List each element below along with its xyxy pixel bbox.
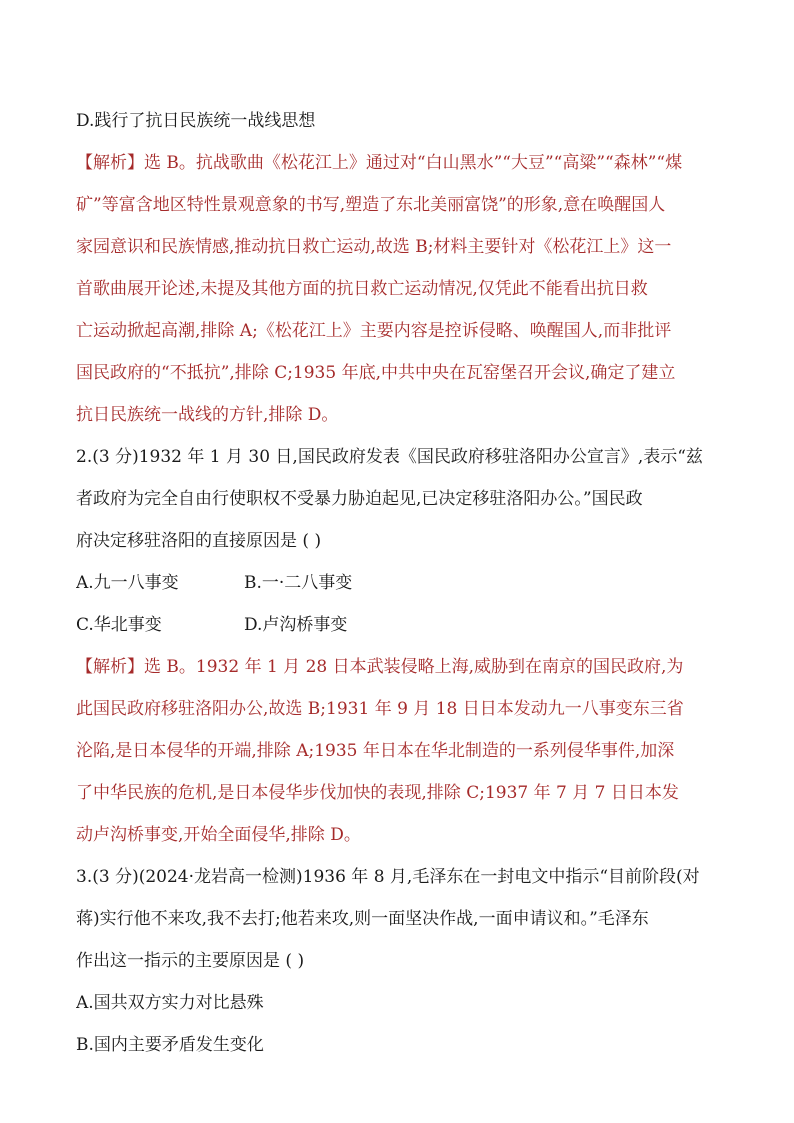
q2-option-a[interactable]: A.九一八事变 [76,573,179,593]
q2-analysis-line: 沦陷,是日本侵华的开端,排除 A;1935 年日本在华北制造的一系列侵华事件,加深 [76,741,675,761]
q2-options-row [76,562,718,604]
q3-option-b[interactable]: B.国内主要矛盾发生变化 [76,1035,264,1055]
q2-analysis-line: 【解析】选 B。1932 年 1 月 28 日本武装侵略上海,威胁到在南京的国民政府,为 [76,657,684,677]
q1-analysis-line: 家园意识和民族情感,推动抗日救亡运动,故选 B;材料主要针对《松花江上》这一 [76,237,672,257]
analysis-label: 【解析】 [76,153,144,173]
q2-analysis-line: 了中华民族的危机,是日本侵华步伐加快的表现,排除 C;1937 年 7 月 7 日日本发 [76,783,679,803]
q2-stem-line: 者政府为完全自由行使职权不受暴力胁迫起见,已决定移驻洛阳办公。”国民政 [76,489,643,509]
q2-analysis-line: 动卢沟桥事变,开始全面侵华,排除 D。 [76,825,361,845]
analysis-label: 【解析】 [76,657,144,677]
q1-analysis-line: 矿”等富含地区特性景观意象的书写,塑造了东北美丽富饶”的形象,意在唤醒国人 [76,195,666,215]
q1-analysis-line: 首歌曲展开论述,未提及其他方面的抗日救亡运动情况,仅凭此不能看出抗日救 [76,279,648,299]
q1-analysis-line: 【解析】选 B。抗战歌曲《松花江上》通过对“白山黑水”“大豆”“高粱”“森林”“煤 [76,153,683,173]
q2-option-c[interactable]: C.华北事变 [76,615,162,635]
q1-analysis-line: 抗日民族统一战线的方针,排除 D。 [76,405,339,425]
q1-analysis-line: 国民政府的“不抵抗”,排除 C;1935 年底,中共中央在瓦窑堡召开会议,确定了建立 [76,363,676,383]
q2-options-row [76,604,718,646]
q2-stem-line: 府决定移驻洛阳的直接原因是 ( ) [76,531,322,551]
q3-option-a[interactable]: A.国共双方实力对比悬殊 [76,993,264,1013]
q2-analysis-line: 此国民政府移驻洛阳办公,故选 B;1931 年 9 月 18 日日本发动九一八事变东三省 [76,699,684,719]
q2-option-b[interactable]: B.一·二八事变 [244,573,353,593]
q1-analysis-line: 亡运动掀起高潮,排除 A;《松花江上》主要内容是控诉侵略、唤醒国人,而非批评 [76,321,672,341]
q3-stem-line: 3.(3 分)(2024·龙岩高一检测)1936 年 8 月,毛泽东在一封电文中指示“目前阶段(对 [76,867,700,887]
q2-stem-line: 2.(3 分)1932 年 1 月 30 日,国民政府发表《国民政府移驻洛阳办公宣言》,表示“兹 [76,447,703,467]
q3-stem-line: 作出这一指示的主要原因是 ( ) [76,951,305,971]
q1-option-d: D.践行了抗日民族统一战线思想 [76,111,316,131]
q2-option-d[interactable]: D.卢沟桥事变 [244,615,348,635]
q3-stem-line: 蒋)实行他不来攻,我不去打;他若来攻,则一面坚决作战,一面申请议和。”毛泽东 [76,909,649,929]
